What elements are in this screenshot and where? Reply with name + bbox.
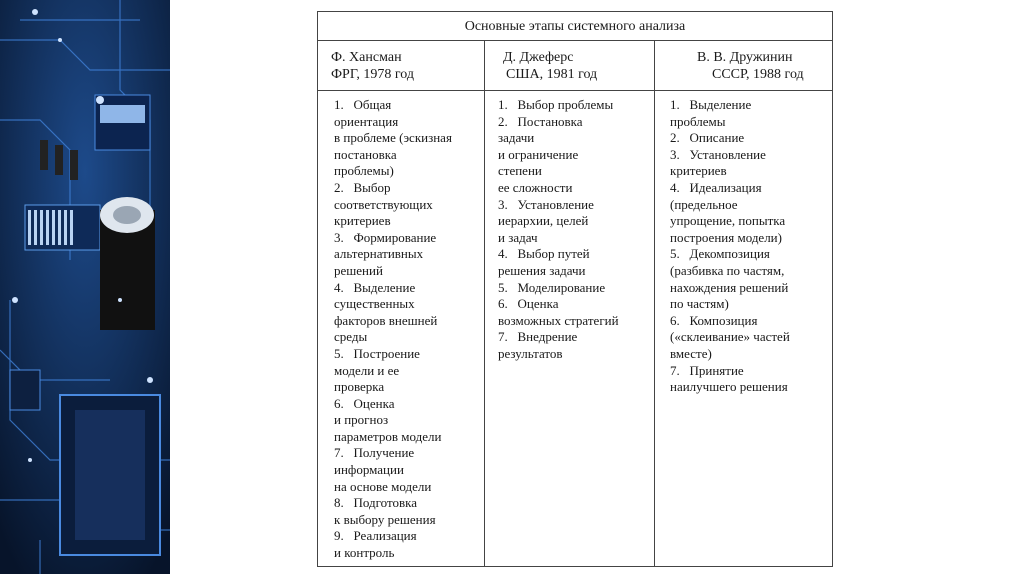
stage-line: (предельное bbox=[670, 196, 738, 212]
stages-table bbox=[317, 11, 833, 567]
stage-line: 9. Реализация bbox=[334, 528, 417, 544]
stage-line: наилучшего решения bbox=[670, 379, 788, 395]
stage-line: и прогноз bbox=[334, 412, 389, 428]
stage-line: и контроль bbox=[334, 545, 395, 561]
stage-line: 1. Выбор проблемы bbox=[498, 97, 614, 112]
stage-line: к выбору решения bbox=[334, 511, 436, 527]
author-name: В. В. Дружинин bbox=[697, 50, 793, 65]
table-title: Основные этапы системного анализа bbox=[318, 12, 832, 41]
column-jeffers bbox=[484, 41, 654, 566]
stage-line: параметров модели bbox=[334, 428, 442, 444]
column-header bbox=[318, 41, 484, 91]
stage-line: 1. Выделение bbox=[670, 97, 752, 112]
stage-line: соответствующих bbox=[334, 196, 433, 212]
stage-line: нахождения решений bbox=[670, 279, 789, 295]
stage-line: в проблеме (эскизная bbox=[334, 130, 452, 146]
stage-line: («склеивание» частей bbox=[670, 329, 790, 345]
stage-line: 2. Постановка bbox=[498, 113, 583, 129]
stage-line: модели и ее bbox=[334, 362, 400, 378]
author-name: Ф. Хансман bbox=[331, 50, 402, 65]
stage-line: 2. Описание bbox=[670, 130, 745, 146]
stage-line: существенных bbox=[334, 296, 415, 312]
stage-line: на основе модели bbox=[334, 478, 432, 494]
stage-list bbox=[485, 97, 654, 363]
stage-line: и задач bbox=[498, 229, 538, 245]
stage-line: критериев bbox=[334, 213, 391, 229]
stage-line: 4. Идеализация bbox=[670, 179, 762, 195]
country-year: США, 1981 год bbox=[506, 67, 598, 82]
column-druzhinin bbox=[654, 41, 832, 566]
stage-line: факторов внешней bbox=[334, 312, 438, 328]
stage-line: 3. Установление bbox=[498, 196, 594, 212]
stage-list bbox=[318, 97, 484, 562]
stage-line: по частям) bbox=[670, 296, 729, 312]
stage-line: вместе) bbox=[670, 345, 712, 361]
stage-line: построения модели) bbox=[670, 229, 782, 245]
stage-line: степени bbox=[498, 163, 542, 179]
stage-line: 2. Выбор bbox=[334, 179, 391, 195]
stage-line: 8. Подготовка bbox=[334, 495, 418, 511]
stage-line: 7. Внедрение bbox=[498, 329, 578, 345]
stage-line: проблемы) bbox=[334, 163, 394, 179]
circuit-board-image bbox=[0, 0, 170, 574]
stage-line: постановка bbox=[334, 146, 397, 162]
column-header bbox=[485, 41, 654, 91]
stage-line: 3. Установление bbox=[670, 146, 766, 162]
stage-line: 6. Композиция bbox=[670, 312, 758, 328]
stage-line: среды bbox=[334, 329, 368, 345]
stage-line: 7. Принятие bbox=[670, 362, 744, 378]
stage-line: проблемы bbox=[670, 113, 726, 129]
stage-line: возможных стратегий bbox=[498, 312, 619, 328]
stage-line: 4. Выделение bbox=[334, 279, 416, 295]
stage-line: 1. Общая bbox=[334, 97, 392, 112]
stage-line: ориентация bbox=[334, 113, 399, 129]
stage-line: критериев bbox=[670, 163, 727, 179]
stage-line: альтернативных bbox=[334, 246, 424, 262]
stage-line: 5. Моделирование bbox=[498, 279, 606, 295]
stage-line: решения задачи bbox=[498, 262, 586, 278]
stage-line: 5. Построение bbox=[334, 345, 420, 361]
column-hansman bbox=[318, 41, 484, 566]
stage-line: ее сложности bbox=[498, 179, 573, 195]
stage-line: и ограничение bbox=[498, 146, 579, 162]
stage-line: информации bbox=[334, 462, 404, 478]
country-year: ФРГ, 1978 год bbox=[331, 67, 414, 82]
stage-line: результатов bbox=[498, 345, 563, 361]
country-year: СССР, 1988 год bbox=[712, 67, 804, 82]
column-header bbox=[655, 41, 832, 91]
stage-line: 5. Декомпозиция bbox=[670, 246, 770, 262]
stage-line: 7. Получение bbox=[334, 445, 415, 461]
stage-line: 6. Оценка bbox=[334, 395, 395, 411]
stage-line: 4. Выбор путей bbox=[498, 246, 590, 262]
stage-line: решений bbox=[334, 262, 383, 278]
author-name: Д. Джеферс bbox=[503, 50, 574, 65]
stage-line: 6. Оценка bbox=[498, 296, 559, 312]
stage-line: проверка bbox=[334, 379, 385, 395]
stage-line: задачи bbox=[498, 130, 535, 146]
stage-line: (разбивка по частям, bbox=[670, 262, 785, 278]
stage-line: иерархии, целей bbox=[498, 213, 589, 229]
stage-list bbox=[655, 97, 832, 396]
stage-line: упрощение, попытка bbox=[670, 213, 786, 229]
stage-line: 3. Формирование bbox=[334, 229, 437, 245]
